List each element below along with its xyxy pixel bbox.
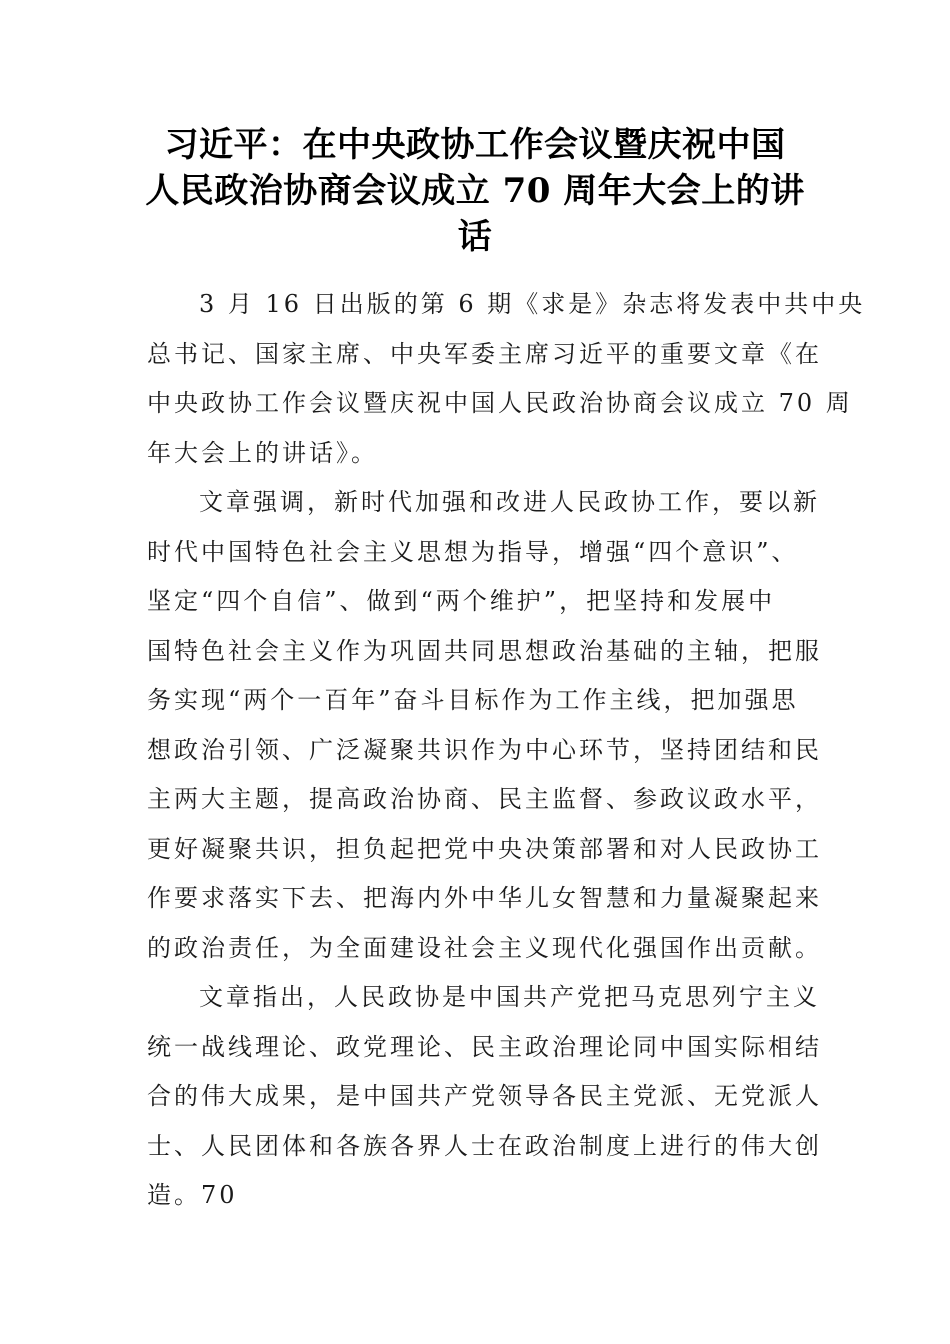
paragraph-points [147, 973, 822, 1221]
text-line: 3 月 16 日出版的第 6 期《求是》杂志将发表中共中央 [199, 290, 866, 318]
text-line: 年大会上的讲话》。 [147, 438, 378, 467]
text-line: 坚定“四个自信”、做到“两个维护”，把坚持和发展中 [147, 587, 776, 615]
text-line: 时代中国特色社会主义思想为指导，增强“四个意识”、 [147, 537, 799, 566]
text-line: 造。70 [147, 1181, 238, 1209]
text-line: 合的伟大成果，是中国共产党领导各民主党派、无党派人 [147, 1082, 822, 1110]
title-line: 习近平：在中央政协工作会议暨庆祝中国 [164, 125, 786, 165]
title-line: 话 [457, 217, 493, 257]
document-body [147, 280, 866, 1221]
text-line: 国特色社会主义作为巩固共同思想政治基础的主轴，把服 [147, 636, 822, 665]
text-line: 文章强调，新时代加强和改进人民政协工作，要以新 [199, 488, 820, 516]
text-line: 想政治引领、广泛凝聚共识作为中心环节，坚持团结和民 [147, 735, 822, 764]
title-line: 人民政治协商会议成立 70 周年大会上的讲 [145, 171, 805, 211]
paragraph-intro [147, 280, 866, 478]
text-line: 务实现“两个一百年”奋斗目标作为工作主线，把加强思 [147, 686, 799, 714]
text-line: 士、人民团体和各族各界人士在政治制度上进行的伟大创 [147, 1131, 822, 1160]
text-line: 作要求落实下去、把海内外中华儿女智慧和力量凝聚起来 [147, 884, 822, 912]
text-line: 文章指出，人民政协是中国共产党把马克思列宁主义 [199, 983, 820, 1011]
text-line: 主两大主题，提高政治协商、民主监督、参政议政水平， [147, 785, 822, 813]
paragraph-emphasis [147, 478, 822, 973]
text-line: 更好凝聚共识，担负起把党中央决策部署和对人民政协工 [147, 834, 822, 863]
text-line: 总书记、国家主席、中央军委主席习近平的重要文章《在 [147, 339, 822, 368]
text-line: 的政治责任，为全面建设社会主义现代化强国作出贡献。 [147, 933, 822, 962]
text-line: 中央政协工作会议暨庆祝中国人民政治协商会议成立 70 周 [147, 389, 853, 417]
document-title [140, 122, 810, 260]
text-line: 统一战线理论、政党理论、民主政治理论同中国实际相结 [147, 1032, 822, 1061]
